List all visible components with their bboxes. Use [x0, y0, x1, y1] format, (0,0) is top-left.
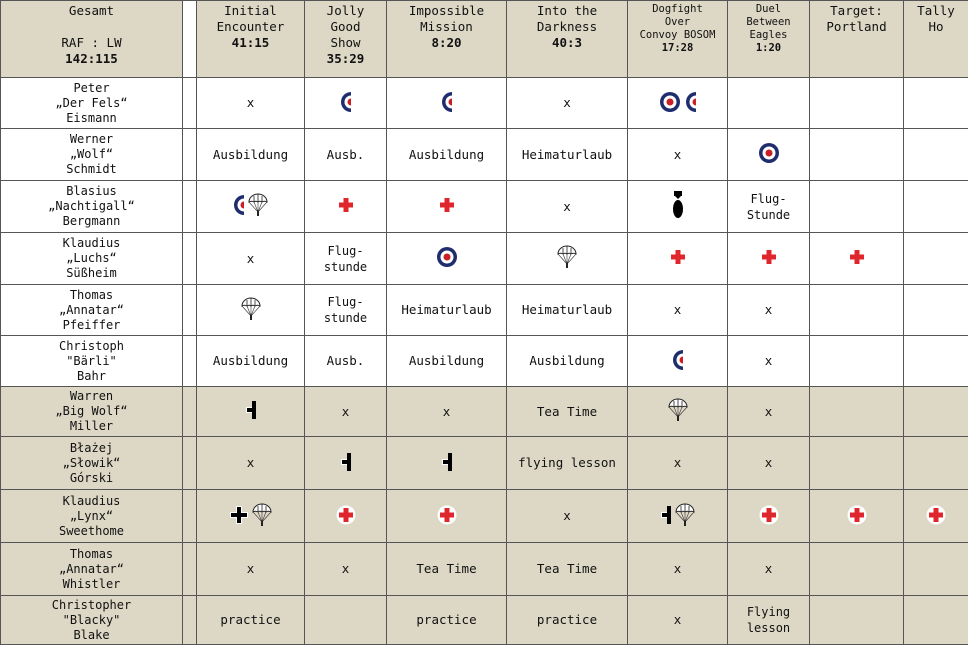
- pilot-row: [1, 233, 968, 285]
- mission-result-cell: [197, 490, 305, 543]
- mission-result-cell: [507, 596, 628, 645]
- result-text: x: [765, 302, 773, 317]
- mission-result-cell: [728, 129, 810, 181]
- result-text: x: [563, 199, 571, 214]
- mission-result-cell: [305, 181, 387, 233]
- corner-score: 142:115: [3, 51, 180, 67]
- mission-result-cell: [810, 181, 904, 233]
- pilot-name-line: „Wolf“: [3, 147, 180, 162]
- pilot-name-line: Thomas: [3, 547, 180, 562]
- mission-result-cell: [387, 78, 507, 129]
- mission-score: 17:28: [630, 42, 725, 55]
- red-cross-icon: [336, 195, 356, 218]
- pilot-name-line: Klaudius: [3, 236, 180, 251]
- mission-header-5: [628, 1, 728, 78]
- mission-title-line: Initial: [199, 3, 302, 19]
- mission-result-cell: [197, 543, 305, 596]
- pilot-row: [1, 437, 968, 490]
- result-text: Ausbildung: [213, 353, 288, 368]
- red-cross-icon: [437, 505, 457, 528]
- mission-title-line: Ho: [906, 19, 966, 35]
- mission-score: 8:20: [389, 35, 504, 51]
- result-text: Tea Time: [416, 561, 476, 576]
- pilot-name: [1, 78, 183, 129]
- pilot-name: [1, 490, 183, 543]
- red-cross-icon: [668, 247, 688, 270]
- result-text: x: [342, 404, 350, 419]
- red-cross-icon: [759, 505, 779, 528]
- mission-result-cell: [904, 285, 968, 336]
- mission-result-cell: [904, 387, 968, 437]
- pilot-name-line: Whistler: [3, 577, 180, 592]
- corner-label: RAF : LW: [3, 35, 180, 51]
- mission-result-cell: [810, 129, 904, 181]
- balkenkreuz-half-icon: [246, 401, 256, 422]
- pilot-name-line: Bahr: [3, 369, 180, 384]
- pilot-name-line: „Big Wolf“: [3, 404, 180, 419]
- mission-result-cell: [628, 387, 728, 437]
- mission-title-line: Good: [307, 19, 384, 35]
- mission-header-1: [197, 1, 305, 78]
- mission-result-cell: [728, 78, 810, 129]
- pilot-name-line: "Blacky": [3, 613, 180, 628]
- pilot-row: [1, 285, 968, 336]
- parachute-icon: [241, 297, 261, 324]
- mission-result-cell: [305, 233, 387, 285]
- mission-result-cell: [197, 596, 305, 645]
- spacer-cell: [183, 543, 197, 596]
- mission-title-line: Into the: [509, 3, 625, 19]
- spacer-cell: [183, 387, 197, 437]
- mission-result-cell: [305, 543, 387, 596]
- pilot-name-line: Warren: [3, 389, 180, 404]
- mission-title-line: Jolly: [307, 3, 384, 19]
- mission-result-cell: [728, 387, 810, 437]
- result-text: x: [674, 302, 682, 317]
- spacer-cell: [183, 233, 197, 285]
- pilot-name: [1, 596, 183, 645]
- mission-result-cell: [387, 233, 507, 285]
- balkenkreuz-half-icon: [442, 453, 452, 474]
- mission-result-cell: [507, 336, 628, 387]
- result-text-line: Flug-: [730, 191, 807, 207]
- pilot-row: [1, 78, 968, 129]
- mission-title-line: Mission: [389, 19, 504, 35]
- result-text: Ausbildung: [409, 147, 484, 162]
- pilot-name: [1, 129, 183, 181]
- roundel-icon: [758, 142, 780, 167]
- mission-result-cell: [387, 285, 507, 336]
- pilot-name-line: „Annatar“: [3, 562, 180, 577]
- pilot-name-line: Peter: [3, 81, 180, 96]
- mission-result-cell: [387, 490, 507, 543]
- mission-result-cell: [628, 596, 728, 645]
- spacer-cell: [183, 78, 197, 129]
- spacer-cell: [183, 129, 197, 181]
- mission-header-2: [305, 1, 387, 78]
- mission-result-cell: [387, 387, 507, 437]
- mission-result-cell: [904, 181, 968, 233]
- pilot-name-line: Christopher: [3, 598, 180, 613]
- pilot-name-line: Bergmann: [3, 214, 180, 229]
- result-text: x: [563, 508, 571, 523]
- bomb-icon: [672, 191, 684, 222]
- mission-title-line: Between: [730, 16, 807, 29]
- pilot-row: [1, 543, 968, 596]
- mission-result-cell: [305, 490, 387, 543]
- red-cross-icon: [926, 505, 946, 528]
- mission-result-cell: [810, 233, 904, 285]
- pilot-name: [1, 233, 183, 285]
- corner-title: Gesamt: [3, 3, 180, 19]
- mission-header-4: [507, 1, 628, 78]
- mission-result-cell: [728, 285, 810, 336]
- result-text: x: [247, 561, 255, 576]
- mission-result-cell: [810, 437, 904, 490]
- mission-header-7: [810, 1, 904, 78]
- mission-result-cell: [197, 78, 305, 129]
- spacer-cell: [183, 336, 197, 387]
- pilot-name: [1, 181, 183, 233]
- parachute-icon: [248, 193, 268, 220]
- mission-result-cell: [507, 129, 628, 181]
- red-cross-icon: [847, 247, 867, 270]
- mission-result-cell: [387, 437, 507, 490]
- mission-result-cell: [197, 129, 305, 181]
- mission-result-cell: [628, 78, 728, 129]
- result-text-line: Flug-: [307, 294, 384, 310]
- result-text: x: [674, 147, 682, 162]
- mission-result-cell: [305, 285, 387, 336]
- mission-result-cell: [507, 543, 628, 596]
- result-text-line: Flug-: [307, 243, 384, 259]
- mission-score: 35:29: [307, 51, 384, 67]
- result-text-line: Stunde: [730, 207, 807, 223]
- mission-result-cell: [810, 490, 904, 543]
- result-text-line: Flying: [730, 604, 807, 620]
- roundel-icon: [659, 91, 681, 116]
- pilot-name-line: "Bärli": [3, 354, 180, 369]
- mission-result-cell: [628, 336, 728, 387]
- balkenkreuz-half-icon: [661, 506, 671, 527]
- parachute-icon: [675, 503, 695, 530]
- mission-score: 40:3: [509, 35, 625, 51]
- mission-result-cell: [387, 129, 507, 181]
- mission-result-cell: [305, 78, 387, 129]
- mission-title-line: Dogfight: [630, 3, 725, 16]
- balkenkreuz-half-icon: [341, 453, 351, 474]
- red-cross-icon: [847, 505, 867, 528]
- roundel-half-icon: [340, 91, 351, 116]
- red-cross-icon: [437, 195, 457, 218]
- pilot-name-line: Thomas: [3, 288, 180, 303]
- header-row: [1, 1, 968, 78]
- mission-header-6: [728, 1, 810, 78]
- result-text: x: [674, 455, 682, 470]
- mission-result-cell: [904, 596, 968, 645]
- mission-result-cell: [728, 233, 810, 285]
- mission-header-8: [904, 1, 968, 78]
- result-text: x: [765, 561, 773, 576]
- mission-result-cell: [810, 543, 904, 596]
- mission-result-cell: [387, 181, 507, 233]
- mission-result-cell: [197, 181, 305, 233]
- result-text: Ausbildung: [409, 353, 484, 368]
- mission-result-cell: [904, 543, 968, 596]
- mission-score: 41:15: [199, 35, 302, 51]
- red-cross-icon: [759, 247, 779, 270]
- mission-result-cell: [507, 437, 628, 490]
- result-text: Heimaturlaub: [401, 302, 491, 317]
- mission-result-cell: [197, 233, 305, 285]
- result-text: Tea Time: [537, 561, 597, 576]
- result-text-line: stunde: [307, 259, 384, 275]
- roundel-half-icon: [441, 91, 452, 116]
- mission-result-cell: [628, 543, 728, 596]
- mission-result-cell: [728, 181, 810, 233]
- result-text: Heimaturlaub: [522, 147, 612, 162]
- mission-result-cell: [728, 490, 810, 543]
- mission-result-cell: [507, 490, 628, 543]
- mission-title-line: Darkness: [509, 19, 625, 35]
- result-text: x: [247, 455, 255, 470]
- mission-result-cell: [728, 543, 810, 596]
- spacer-cell: [183, 596, 197, 645]
- result-text: practice: [537, 612, 597, 627]
- pilot-row: [1, 387, 968, 437]
- mission-title-line: Encounter: [199, 19, 302, 35]
- mission-result-cell: [628, 285, 728, 336]
- result-text: Ausb.: [327, 353, 365, 368]
- pilot-row: [1, 181, 968, 233]
- mission-result-cell: [197, 437, 305, 490]
- mission-result-cell: [507, 285, 628, 336]
- spacer-cell: [183, 181, 197, 233]
- mission-result-cell: [197, 387, 305, 437]
- pilot-name-line: „Annatar“: [3, 303, 180, 318]
- parachute-icon: [557, 245, 577, 272]
- pilot-name-line: Błażej: [3, 441, 180, 456]
- mission-result-cell: [810, 78, 904, 129]
- mission-result-cell: [904, 336, 968, 387]
- mission-title-line: Convoy BOSOM: [630, 29, 725, 42]
- pilot-name-line: Blake: [3, 628, 180, 643]
- spacer-cell: [183, 437, 197, 490]
- pilot-name-line: Werner: [3, 132, 180, 147]
- result-text: x: [247, 251, 255, 266]
- mission-title-line: Over: [630, 16, 725, 29]
- pilot-name-line: Schmidt: [3, 162, 180, 177]
- roundel-half-icon: [233, 194, 244, 219]
- mission-result-cell: [387, 543, 507, 596]
- mission-title-line: Tally: [906, 3, 966, 19]
- mission-result-cell: [387, 596, 507, 645]
- mission-result-cell: [728, 437, 810, 490]
- pilot-row: [1, 129, 968, 181]
- pilot-name-line: Christoph: [3, 339, 180, 354]
- pilot-name-line: Klaudius: [3, 494, 180, 509]
- spacer-column: [183, 1, 197, 78]
- pilot-name-line: „Słowik“: [3, 456, 180, 471]
- mission-result-cell: [305, 596, 387, 645]
- pilot-name-line: Górski: [3, 471, 180, 486]
- mission-result-cell: [507, 233, 628, 285]
- pilot-name-line: „Lynx“: [3, 509, 180, 524]
- mission-result-cell: [305, 437, 387, 490]
- roundel-icon: [436, 246, 458, 271]
- mission-title-line: Target:: [812, 3, 901, 19]
- mission-title-line: Portland: [812, 19, 901, 35]
- mission-result-cell: [904, 129, 968, 181]
- mission-result-cell: [728, 596, 810, 645]
- pilot-name-line: Pfeiffer: [3, 318, 180, 333]
- parachute-icon: [668, 398, 688, 425]
- result-text: Tea Time: [537, 404, 597, 419]
- result-text: Heimaturlaub: [522, 302, 612, 317]
- pilot-name: [1, 387, 183, 437]
- result-text-line: stunde: [307, 310, 384, 326]
- mission-result-cell: [628, 181, 728, 233]
- mission-result-cell: [507, 78, 628, 129]
- pilot-name: [1, 336, 183, 387]
- pilot-name-line: „Luchs“: [3, 251, 180, 266]
- result-text: Ausbildung: [529, 353, 604, 368]
- mission-title-line: Duel: [730, 3, 807, 16]
- mission-result-cell: [197, 285, 305, 336]
- mission-result-cell: [904, 437, 968, 490]
- result-text: x: [765, 455, 773, 470]
- mission-result-cell: [904, 78, 968, 129]
- result-text: practice: [416, 612, 476, 627]
- mission-result-cell: [810, 285, 904, 336]
- mission-result-cell: [810, 387, 904, 437]
- result-text-line: lesson: [730, 620, 807, 636]
- mission-result-cell: [507, 387, 628, 437]
- mission-result-cell: [197, 336, 305, 387]
- pilot-name-line: Süßheim: [3, 266, 180, 281]
- balkenkreuz-icon: [230, 506, 248, 527]
- pilot-name-line: „Nachtigall“: [3, 199, 180, 214]
- mission-score: 1:20: [730, 42, 807, 55]
- pilot-row: [1, 490, 968, 543]
- pilot-name-line: Blasius: [3, 184, 180, 199]
- result-text: x: [765, 404, 773, 419]
- pilot-name-line: Miller: [3, 419, 180, 434]
- result-text: x: [674, 561, 682, 576]
- mission-result-cell: [628, 490, 728, 543]
- pilot-row: [1, 336, 968, 387]
- red-cross-icon: [336, 505, 356, 528]
- pilot-row: [1, 596, 968, 645]
- pilot-name-line: „Der Fels“: [3, 96, 180, 111]
- pilot-name-line: Eismann: [3, 111, 180, 126]
- parachute-icon: [252, 503, 272, 530]
- mission-title-line: Impossible: [389, 3, 504, 19]
- pilot-name: [1, 543, 183, 596]
- mission-result-cell: [628, 129, 728, 181]
- mission-header-3: [387, 1, 507, 78]
- result-text: practice: [220, 612, 280, 627]
- mission-result-cell: [507, 181, 628, 233]
- mission-result-cell: [305, 336, 387, 387]
- roundel-half-icon: [685, 91, 696, 116]
- mission-result-cell: [628, 437, 728, 490]
- result-text: x: [765, 353, 773, 368]
- pilot-name: [1, 437, 183, 490]
- result-text: x: [247, 95, 255, 110]
- roundel-half-icon: [672, 349, 683, 374]
- mission-title-line: Eagles: [730, 29, 807, 42]
- pilot-name-line: Sweethome: [3, 524, 180, 539]
- result-text: x: [443, 404, 451, 419]
- mission-result-cell: [904, 233, 968, 285]
- result-text: flying lesson: [518, 455, 616, 470]
- pilot-name: [1, 285, 183, 336]
- mission-result-cell: [728, 336, 810, 387]
- mission-result-cell: [810, 596, 904, 645]
- mission-title-line: Show: [307, 35, 384, 51]
- result-text: Ausbildung: [213, 147, 288, 162]
- result-text: x: [563, 95, 571, 110]
- mission-result-cell: [305, 387, 387, 437]
- result-text: x: [342, 561, 350, 576]
- mission-result-cell: [305, 129, 387, 181]
- mission-result-cell: [810, 336, 904, 387]
- mission-result-cell: [628, 233, 728, 285]
- mission-result-cell: [904, 490, 968, 543]
- corner-cell: [1, 1, 183, 78]
- spacer-cell: [183, 490, 197, 543]
- mission-result-cell: [387, 336, 507, 387]
- result-text: x: [674, 612, 682, 627]
- spacer-cell: [183, 285, 197, 336]
- result-text: Ausb.: [327, 147, 365, 162]
